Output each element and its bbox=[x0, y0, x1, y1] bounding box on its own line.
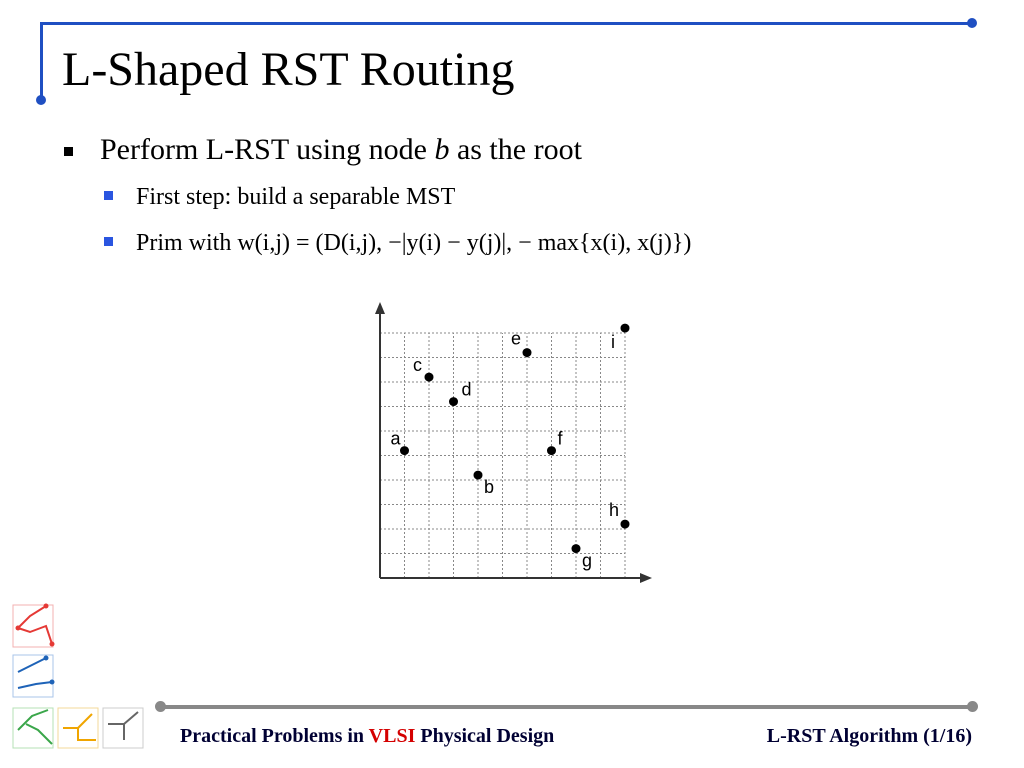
node-point-f bbox=[547, 446, 556, 455]
node-label-b: b bbox=[484, 477, 495, 498]
node-point-g bbox=[572, 544, 581, 553]
node-point-i bbox=[621, 324, 630, 333]
node-point-d bbox=[449, 397, 458, 406]
footer-prefix: Practical Problems in bbox=[180, 725, 369, 747]
footer-course-title bbox=[180, 725, 554, 748]
nodes bbox=[391, 324, 630, 571]
node-point-c bbox=[425, 373, 434, 382]
blue-square-bullet-icon bbox=[104, 191, 113, 200]
frame-left-bottom-dot bbox=[36, 95, 46, 105]
slide-title: L-Shaped RST Routing bbox=[62, 43, 515, 96]
grid-figure bbox=[370, 300, 660, 590]
subbullet-text: First step: build a separable MST bbox=[136, 184, 456, 210]
bullet-suffix: as the root bbox=[449, 133, 582, 166]
node-point-a bbox=[400, 446, 409, 455]
node-label-a: a bbox=[390, 428, 401, 449]
frame-top-line bbox=[42, 22, 973, 25]
x-axis-arrow-icon bbox=[640, 573, 652, 583]
y-axis-arrow-icon bbox=[375, 302, 385, 314]
footer-left-dot bbox=[155, 701, 166, 712]
footer-suffix: Physical Design bbox=[415, 725, 555, 747]
node-label-d: d bbox=[461, 379, 472, 400]
node-point-h bbox=[621, 520, 630, 529]
node-label-f: f bbox=[557, 428, 563, 449]
node-label-g: g bbox=[582, 550, 593, 571]
node-label-i: i bbox=[611, 332, 615, 353]
blue-square-bullet-icon bbox=[104, 237, 113, 246]
bullet-text bbox=[100, 132, 582, 168]
node-label-e: e bbox=[511, 328, 522, 349]
node-label-h: h bbox=[609, 500, 620, 521]
subbullet-text: Prim with w(i,j) = (D(i,j), −|y(i) − y(j)|, − max{x(i), x(j)}) bbox=[136, 230, 692, 256]
square-bullet-icon bbox=[64, 147, 73, 156]
footer-page-label: L-RST Algorithm (1/16) bbox=[766, 725, 972, 747]
node-label-c: c bbox=[413, 355, 422, 376]
node-point-e bbox=[523, 348, 532, 357]
footer-vlsi: VLSI bbox=[368, 725, 416, 747]
bullet-italic-node: b bbox=[434, 133, 450, 166]
vlsi-logo-icon bbox=[8, 600, 148, 750]
footer-line bbox=[160, 705, 972, 709]
frame-left-line bbox=[40, 22, 43, 100]
footer-right-dot bbox=[967, 701, 978, 712]
frame-top-right-dot bbox=[967, 18, 977, 28]
bullet-prefix: Perform L-RST using node bbox=[100, 133, 435, 166]
node-point-b bbox=[474, 471, 483, 480]
